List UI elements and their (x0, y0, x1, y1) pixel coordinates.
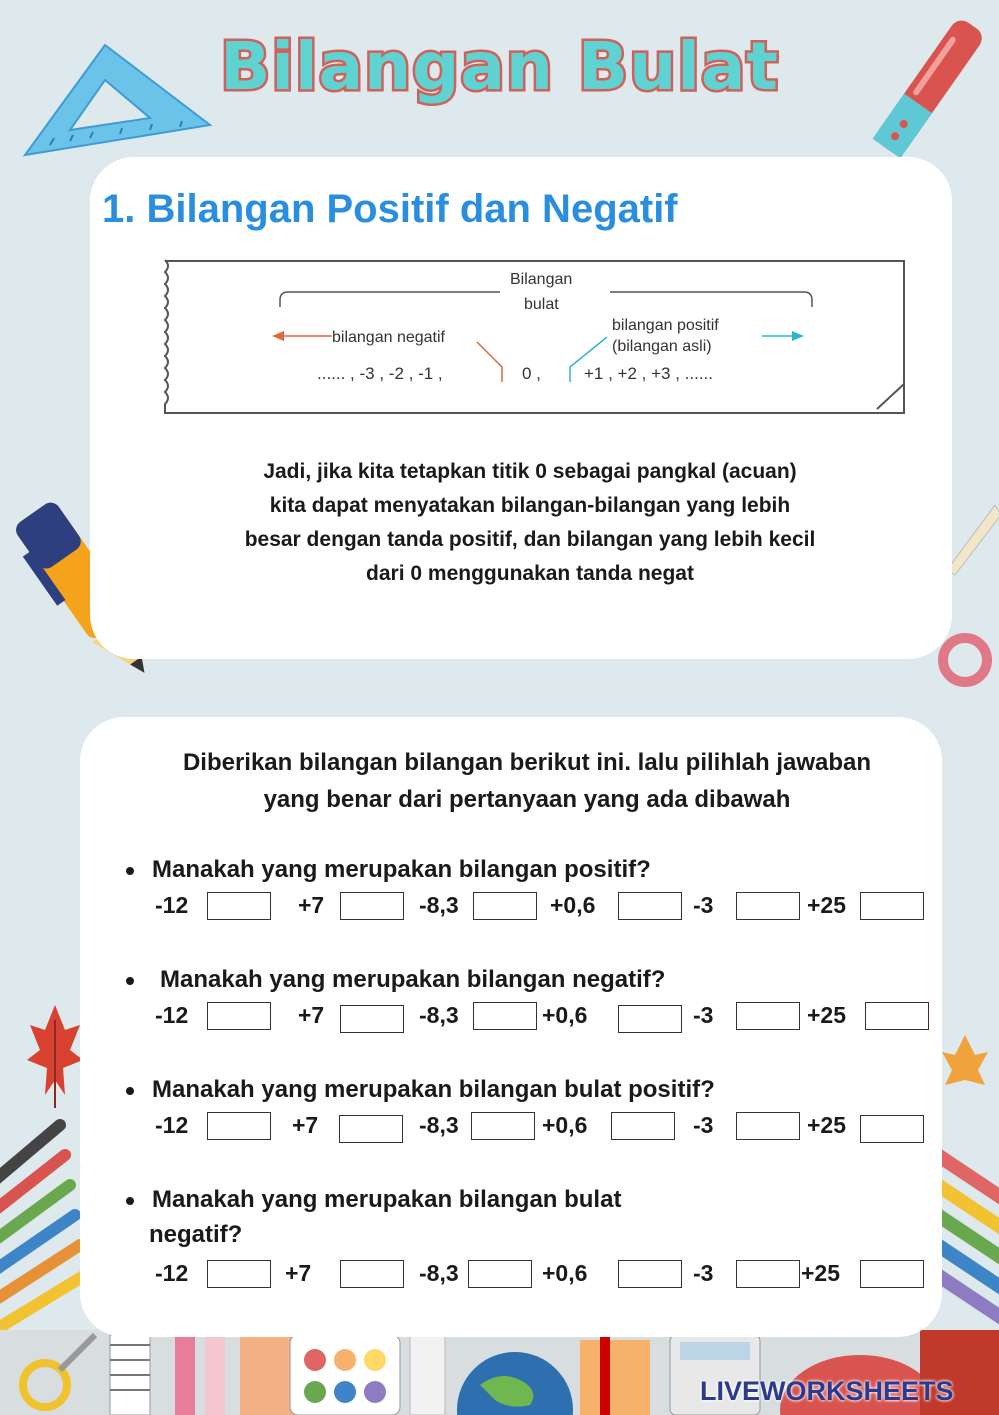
watermark-logo: LIVEWORKSHEETS (700, 1376, 954, 1406)
intro-card (90, 157, 952, 659)
corner-line (877, 384, 904, 409)
options-row (120, 1257, 940, 1297)
answer-box[interactable] (340, 1005, 404, 1033)
answer-box[interactable] (618, 1260, 682, 1288)
question-3 (120, 1073, 920, 1153)
answer-box[interactable] (860, 1115, 924, 1143)
question-text: Manakah yang merupakan bilangan negatif? (160, 966, 666, 993)
option-label: -8,3 (419, 1002, 459, 1028)
question-4 (120, 1183, 920, 1303)
option-label: +0,6 (542, 1260, 588, 1286)
answer-box[interactable] (865, 1002, 929, 1030)
option-label: +7 (285, 1260, 312, 1286)
option-label: -3 (693, 1112, 714, 1138)
option-label: +0,6 (542, 1002, 588, 1028)
bullet (126, 1197, 134, 1205)
option-label: -12 (155, 1112, 189, 1138)
option-label: -12 (155, 1002, 189, 1028)
instructions (102, 744, 952, 818)
answer-box[interactable] (468, 1260, 532, 1288)
options-row (120, 1109, 940, 1149)
answer-box[interactable] (473, 892, 537, 920)
label-positive-asli: (bilangan asli) (612, 338, 712, 355)
question-2 (120, 963, 920, 1043)
option-label: +0,6 (542, 1112, 588, 1138)
answer-box[interactable] (207, 1112, 271, 1140)
options-row (120, 999, 940, 1039)
colored-pencils-icon (0, 1110, 90, 1340)
option-label: +7 (298, 1002, 325, 1028)
label-bulat: bulat (524, 296, 559, 313)
explanation (160, 455, 900, 591)
label-positive: bilangan positif (612, 317, 719, 334)
option-label: -3 (693, 892, 714, 918)
option-label: -12 (155, 892, 189, 918)
answer-box[interactable] (471, 1112, 535, 1140)
paint-palette-icon (290, 1335, 400, 1415)
explanation-line: besar dengan tanda positif, dan bilangan yang lebih kecil (244, 528, 816, 551)
zero: 0 , (522, 364, 541, 383)
positive-numbers: +1 , +2 , +3 , ...... (584, 364, 713, 383)
answer-box[interactable] (736, 892, 800, 920)
positive-arrow-head (792, 331, 804, 341)
option-label: -3 (693, 1260, 714, 1286)
exercise-card (80, 717, 942, 1337)
option-label: +25 (807, 1002, 847, 1028)
question-text: Manakah yang merupakan bilangan bulat (152, 1186, 622, 1213)
option-label: -8,3 (419, 1260, 459, 1286)
label-negative: bilangan negatif (332, 329, 445, 346)
instructions-line: yang benar dari pertanyaan yang ada dibawah (263, 786, 791, 813)
answer-box[interactable] (340, 1260, 404, 1288)
bullet (126, 1087, 134, 1095)
option-label: -8,3 (419, 1112, 459, 1138)
section-title: 1. Bilangan Positif dan Negatif (102, 187, 678, 231)
page-title: Bilangan Bulat (220, 28, 779, 105)
option-label: -12 (155, 1260, 189, 1286)
answer-box[interactable] (618, 1005, 682, 1033)
option-label: +7 (298, 892, 325, 918)
bullet (126, 977, 134, 985)
explanation-line: Jadi, jika kita tetapkan titik 0 sebagai pangkal (acuan) (263, 460, 797, 483)
answer-box[interactable] (736, 1112, 800, 1140)
option-label: +0,6 (550, 892, 596, 918)
answer-box[interactable] (860, 1260, 924, 1288)
option-label: +25 (801, 1260, 841, 1286)
leaf-icon (25, 1000, 85, 1110)
answer-box[interactable] (618, 892, 682, 920)
answer-box[interactable] (736, 1260, 800, 1288)
answer-box[interactable] (736, 1002, 800, 1030)
torn-edge (165, 260, 168, 414)
answer-box[interactable] (207, 1260, 271, 1288)
option-label: -3 (693, 1002, 714, 1028)
question-1 (120, 853, 920, 933)
explanation-line: kita dapat menyatakan bilangan-bilangan yang lebih (269, 494, 791, 517)
answer-box[interactable] (340, 892, 404, 920)
number-line-diagram (152, 252, 922, 427)
answer-box[interactable] (339, 1115, 403, 1143)
label-bilangan: Bilangan (510, 271, 573, 288)
negative-connector (477, 342, 502, 382)
instructions-line: Diberikan bilangan bilangan berikut ini. lalu pilihlah jawaban (182, 749, 872, 776)
explanation-line: dari 0 menggunakan tanda negat (366, 562, 694, 585)
options-row (120, 889, 940, 929)
question-text: Manakah yang merupakan bilangan positif? (152, 856, 651, 883)
question-text-continued: negatif? (149, 1221, 243, 1248)
answer-box[interactable] (473, 1002, 537, 1030)
option-label: +25 (807, 892, 847, 918)
answer-box[interactable] (207, 892, 271, 920)
question-text: Manakah yang merupakan bilangan bulat positif? (152, 1076, 715, 1103)
negative-numbers: ...... , -3 , -2 , -1 , (317, 364, 443, 383)
option-label: -8,3 (419, 892, 459, 918)
option-label: +25 (807, 1112, 847, 1138)
answer-box[interactable] (860, 892, 924, 920)
answer-box[interactable] (207, 1002, 271, 1030)
leaf-icon (940, 1030, 990, 1100)
bullet (126, 867, 134, 875)
answer-box[interactable] (611, 1112, 675, 1140)
negative-arrow-head (272, 331, 284, 341)
option-label: +7 (292, 1112, 319, 1138)
